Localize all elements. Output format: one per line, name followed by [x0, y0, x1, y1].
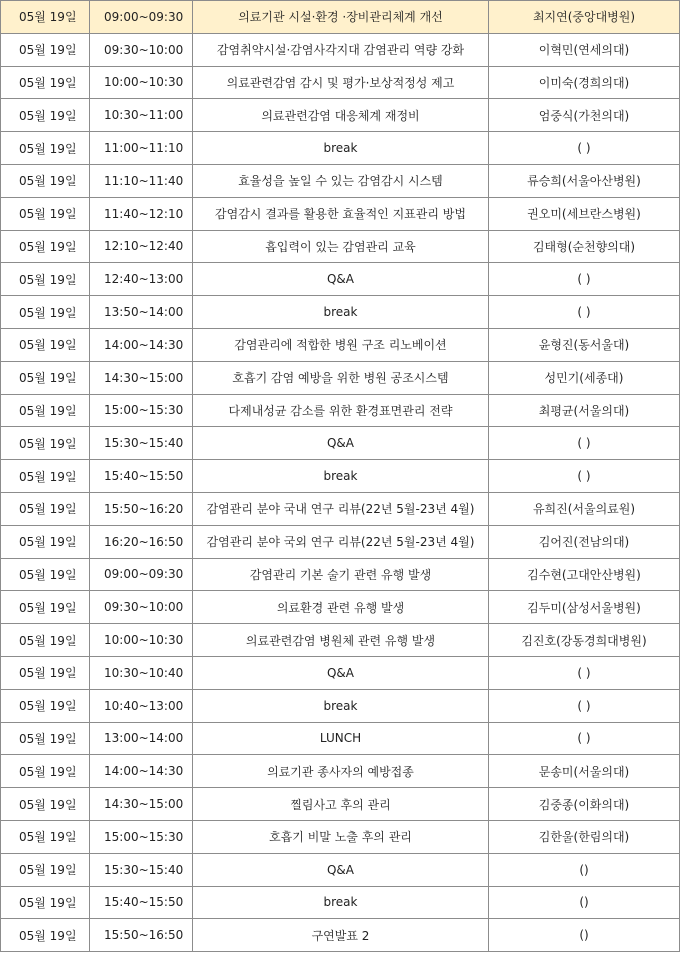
- speaker-cell: 김중종(이화의대): [489, 788, 680, 821]
- time-cell: 12:40~13:00: [90, 263, 193, 296]
- topic-cell: 찔림사고 후의 관리: [193, 788, 489, 821]
- topic-cell: 감염취약시설·감염사각지대 감염관리 역량 강화: [193, 33, 489, 66]
- date-cell: 05월 19일: [1, 558, 90, 591]
- time-cell: 15:40~15:50: [90, 886, 193, 919]
- speaker-cell: 최평균(서울의대): [489, 394, 680, 427]
- time-cell: 11:10~11:40: [90, 164, 193, 197]
- speaker-cell: (): [489, 853, 680, 886]
- topic-cell: 의료환경 관련 유행 발생: [193, 591, 489, 624]
- table-row: [1, 492, 680, 525]
- table-row: [1, 722, 680, 755]
- time-cell: 10:00~10:30: [90, 66, 193, 99]
- date-cell: 05월 19일: [1, 263, 90, 296]
- speaker-cell: 엄중식(가천의대): [489, 99, 680, 132]
- date-cell: 05월 19일: [1, 66, 90, 99]
- speaker-cell: (): [489, 886, 680, 919]
- time-cell: 14:30~15:00: [90, 361, 193, 394]
- date-cell: 05월 19일: [1, 886, 90, 919]
- date-cell: 05월 19일: [1, 722, 90, 755]
- topic-cell: 감염관리 분야 국내 연구 리뷰(22년 5월-23년 4월): [193, 492, 489, 525]
- table-row: [1, 1, 680, 34]
- date-cell: 05월 19일: [1, 689, 90, 722]
- date-cell: 05월 19일: [1, 164, 90, 197]
- topic-cell: 의료관련감염 감시 및 평가·보상적정성 제고: [193, 66, 489, 99]
- speaker-cell: ( ): [489, 460, 680, 493]
- date-cell: 05월 19일: [1, 132, 90, 165]
- speaker-cell: (): [489, 919, 680, 952]
- table-row: [1, 853, 680, 886]
- time-cell: 11:00~11:10: [90, 132, 193, 165]
- speaker-cell: 성민기(세종대): [489, 361, 680, 394]
- date-cell: 05월 19일: [1, 624, 90, 657]
- table-row: [1, 820, 680, 853]
- table-row: [1, 886, 680, 919]
- table-row: [1, 361, 680, 394]
- topic-cell: break: [193, 689, 489, 722]
- date-cell: 05월 19일: [1, 427, 90, 460]
- speaker-cell: 유희진(서울의료원): [489, 492, 680, 525]
- time-cell: 10:30~10:40: [90, 656, 193, 689]
- date-cell: 05월 19일: [1, 755, 90, 788]
- table-row: [1, 99, 680, 132]
- date-cell: 05월 19일: [1, 460, 90, 493]
- date-cell: 05월 19일: [1, 656, 90, 689]
- speaker-cell: 류승희(서울아산병원): [489, 164, 680, 197]
- topic-cell: break: [193, 132, 489, 165]
- date-cell: 05월 19일: [1, 230, 90, 263]
- speaker-cell: 김수현(고대안산병원): [489, 558, 680, 591]
- topic-cell: 구연발표 2: [193, 919, 489, 952]
- time-cell: 15:30~15:40: [90, 853, 193, 886]
- speaker-cell: 권오미(세브란스병원): [489, 197, 680, 230]
- time-cell: 12:10~12:40: [90, 230, 193, 263]
- speaker-cell: 김어진(전남의대): [489, 525, 680, 558]
- speaker-cell: 김한울(한림의대): [489, 820, 680, 853]
- speaker-cell: 이미숙(경희의대): [489, 66, 680, 99]
- speaker-cell: 문송미(서울의대): [489, 755, 680, 788]
- table-row: [1, 230, 680, 263]
- speaker-cell: 윤형진(동서울대): [489, 328, 680, 361]
- topic-cell: 감염관리 분야 국외 연구 리뷰(22년 5월-23년 4월): [193, 525, 489, 558]
- topic-cell: break: [193, 886, 489, 919]
- table-row: [1, 788, 680, 821]
- time-cell: 15:30~15:40: [90, 427, 193, 460]
- speaker-cell: ( ): [489, 722, 680, 755]
- topic-cell: 감염관리에 적합한 병원 구조 리노베이션: [193, 328, 489, 361]
- topic-cell: 감염관리 기본 술기 관련 유행 발생: [193, 558, 489, 591]
- speaker-cell: ( ): [489, 263, 680, 296]
- time-cell: 10:30~11:00: [90, 99, 193, 132]
- time-cell: 09:30~10:00: [90, 591, 193, 624]
- table-row: [1, 460, 680, 493]
- table-row: [1, 689, 680, 722]
- time-cell: 14:00~14:30: [90, 755, 193, 788]
- table-row: [1, 919, 680, 952]
- time-cell: 11:40~12:10: [90, 197, 193, 230]
- topic-cell: 흡입력이 있는 감염관리 교육: [193, 230, 489, 263]
- date-cell: 05월 19일: [1, 361, 90, 394]
- date-cell: 05월 19일: [1, 919, 90, 952]
- speaker-cell: 최지연(중앙대병원): [489, 1, 680, 34]
- topic-cell: 호흡기 비말 노출 후의 관리: [193, 820, 489, 853]
- table-row: [1, 525, 680, 558]
- table-row: [1, 328, 680, 361]
- time-cell: 09:00~09:30: [90, 1, 193, 34]
- table-row: [1, 427, 680, 460]
- time-cell: 13:50~14:00: [90, 296, 193, 329]
- topic-cell: 의료관련감염 대응체계 재정비: [193, 99, 489, 132]
- speaker-cell: ( ): [489, 132, 680, 165]
- time-cell: 14:30~15:00: [90, 788, 193, 821]
- time-cell: 10:00~10:30: [90, 624, 193, 657]
- date-cell: 05월 19일: [1, 820, 90, 853]
- topic-cell: 호흡기 감염 예방을 위한 병원 공조시스템: [193, 361, 489, 394]
- topic-cell: 의료기관 시설·환경 ·장비관리체계 개선: [193, 1, 489, 34]
- speaker-cell: ( ): [489, 296, 680, 329]
- topic-cell: break: [193, 296, 489, 329]
- time-cell: 09:30~10:00: [90, 33, 193, 66]
- table-row: [1, 656, 680, 689]
- topic-cell: 감염감시 결과를 활용한 효율적인 지표관리 방법: [193, 197, 489, 230]
- speaker-cell: 김진호(강동경희대병원): [489, 624, 680, 657]
- speaker-cell: 김태형(순천향의대): [489, 230, 680, 263]
- table-row: [1, 591, 680, 624]
- speaker-cell: ( ): [489, 427, 680, 460]
- topic-cell: 의료관련감염 병원체 관련 유행 발생: [193, 624, 489, 657]
- speaker-cell: 이혁민(연세의대): [489, 33, 680, 66]
- table-row: [1, 394, 680, 427]
- table-row: [1, 755, 680, 788]
- table-row: [1, 132, 680, 165]
- time-cell: 10:40~13:00: [90, 689, 193, 722]
- table-row: [1, 33, 680, 66]
- speaker-cell: ( ): [489, 689, 680, 722]
- table-row: [1, 558, 680, 591]
- time-cell: 15:00~15:30: [90, 394, 193, 427]
- time-cell: 13:00~14:00: [90, 722, 193, 755]
- schedule-table-body: [1, 1, 680, 952]
- topic-cell: 효율성을 높일 수 있는 감염감시 시스템: [193, 164, 489, 197]
- table-row: [1, 624, 680, 657]
- table-row: [1, 164, 680, 197]
- time-cell: 15:50~16:50: [90, 919, 193, 952]
- time-cell: 16:20~16:50: [90, 525, 193, 558]
- time-cell: 15:50~16:20: [90, 492, 193, 525]
- topic-cell: Q&A: [193, 656, 489, 689]
- date-cell: 05월 19일: [1, 525, 90, 558]
- date-cell: 05월 19일: [1, 788, 90, 821]
- table-row: [1, 197, 680, 230]
- date-cell: 05월 19일: [1, 296, 90, 329]
- topic-cell: break: [193, 460, 489, 493]
- topic-cell: Q&A: [193, 427, 489, 460]
- topic-cell: Q&A: [193, 263, 489, 296]
- date-cell: 05월 19일: [1, 853, 90, 886]
- speaker-cell: ( ): [489, 656, 680, 689]
- time-cell: 15:40~15:50: [90, 460, 193, 493]
- topic-cell: Q&A: [193, 853, 489, 886]
- time-cell: 14:00~14:30: [90, 328, 193, 361]
- date-cell: 05월 19일: [1, 394, 90, 427]
- table-row: [1, 296, 680, 329]
- speaker-cell: 김두미(삼성서울병원): [489, 591, 680, 624]
- date-cell: 05월 19일: [1, 492, 90, 525]
- topic-cell: 의료기관 종사자의 예방접종: [193, 755, 489, 788]
- topic-cell: 다제내성균 감소를 위한 환경표면관리 전략: [193, 394, 489, 427]
- date-cell: 05월 19일: [1, 33, 90, 66]
- time-cell: 09:00~09:30: [90, 558, 193, 591]
- date-cell: 05월 19일: [1, 591, 90, 624]
- table-row: [1, 263, 680, 296]
- date-cell: 05월 19일: [1, 328, 90, 361]
- table-row: [1, 66, 680, 99]
- time-cell: 15:00~15:30: [90, 820, 193, 853]
- topic-cell: LUNCH: [193, 722, 489, 755]
- date-cell: 05월 19일: [1, 99, 90, 132]
- date-cell: 05월 19일: [1, 1, 90, 34]
- date-cell: 05월 19일: [1, 197, 90, 230]
